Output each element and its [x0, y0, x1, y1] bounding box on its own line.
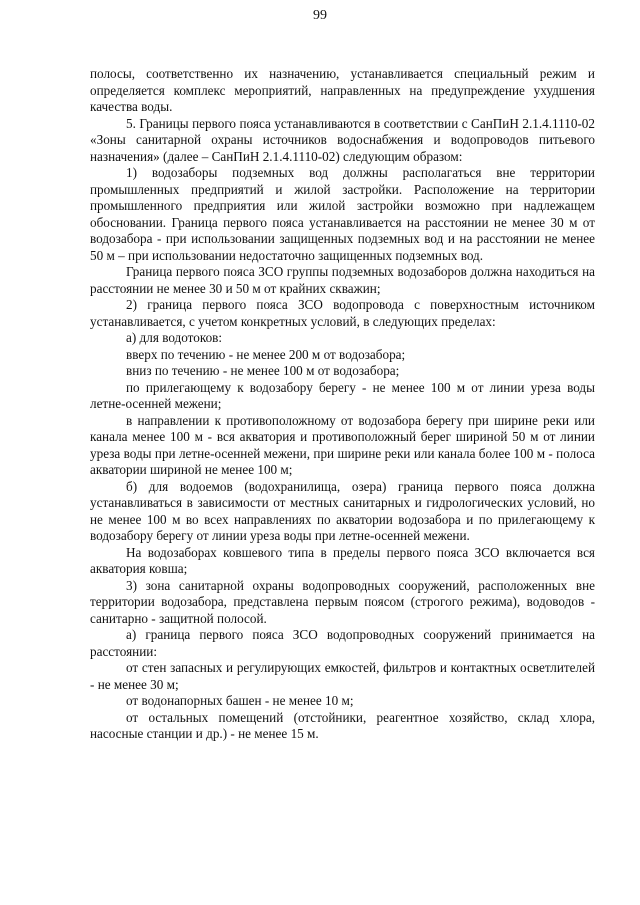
paragraph-16: от водонапорных башен - не менее 10 м; — [126, 693, 354, 708]
paragraph-3: 1) водозаборы подземных вод должны располагаться вне территории промышленных предприятий и жилой застройки. Расположение на территории промышленного предприятия или жилой застройки возможно при надлежащем обосновании. Граница первого пояса устанавливается на расстоянии не менее 30 м от водозабора - при использовании защищенных подземных вод и на расстоянии не менее 50 м – при использовании недостаточно защищенных подземных вод. — [90, 165, 595, 263]
paragraph-2: 5. Границы первого пояса устанавливаются в соответствии с СанПиН 2.1.4.1110-02 «Зоны санитарной охраны источников водоснабжения и водопроводов питьевого назначения» (далее – СанПиН 2.1.4.1110-02) следующим образом: — [90, 115, 595, 164]
paragraph-6: а) для водотоков: — [126, 330, 223, 345]
paragraph-14: а) граница первого пояса ЗСО водопроводных сооружений принимается на расстоянии: — [90, 627, 595, 659]
paragraph-8: вниз по течению - не менее 100 м от водозабора; — [126, 363, 400, 378]
paragraph-12: На водозаборах ковшевого типа в пределы первого пояса ЗСО включается вся акватория ковша; — [90, 544, 595, 576]
page-number: 99 — [313, 8, 327, 23]
paragraph-9: по прилегающему к водозабору берегу - не менее 100 м от линии уреза воды летне-осенней межени; — [90, 379, 595, 411]
paragraph-10: в направлении к противоположному от водозабора берегу при ширине реки или канала менее 100 м - вся акватория и противоположный берег шириной 50 м от линии уреза воды при летне-осенней межени, при ширине реки или канала более 100 м - полоса акватории шириной не менее 100 м; — [90, 412, 595, 477]
paragraph-15: от стен запасных и регулирующих емкостей, фильтров и контактных осветлителей - не менее 30 м; — [90, 660, 595, 692]
paragraph-17: от остальных помещений (отстойники, реагентное хозяйство, склад хлора, насосные станции и др.) - не менее 15 м. — [90, 709, 595, 741]
paragraph-11: б) для водоемов (водохранилища, озера) граница первого пояса должна устанавливаться в зависимости от местных санитарных и гидрологических условий, но не менее 100 м во всех направлениях по акватории водозабора и по прилегающему к водозабору берегу от линии уреза воды при летне-осенней межени. — [90, 478, 595, 543]
paragraph-4: Граница первого пояса ЗСО группы подземных водозаборов должна находиться на расстоянии не менее 30 и 50 м от крайних скважин; — [90, 264, 595, 296]
paragraph-13: 3) зона санитарной охраны водопроводных сооружений, расположенных вне территории водозабора, представлена первым поясом (строгого режима), водоводов - санитарно - защитной полосой. — [90, 577, 595, 626]
paragraph-1: полосы, соответственно их назначению, устанавливается специальный режим и определяется комплекс мероприятий, направленных на предупреждение ухудшения качества воды. — [90, 66, 595, 114]
paragraph-7: вверх по течению - не менее 200 м от водозабора; — [126, 346, 406, 362]
document-body — [90, 66, 595, 743]
paragraph-5: 2) граница первого пояса ЗСО водопровода с поверхностным источником устанавливается, с учетом конкретных условий, в следующих пределах: — [90, 297, 595, 329]
